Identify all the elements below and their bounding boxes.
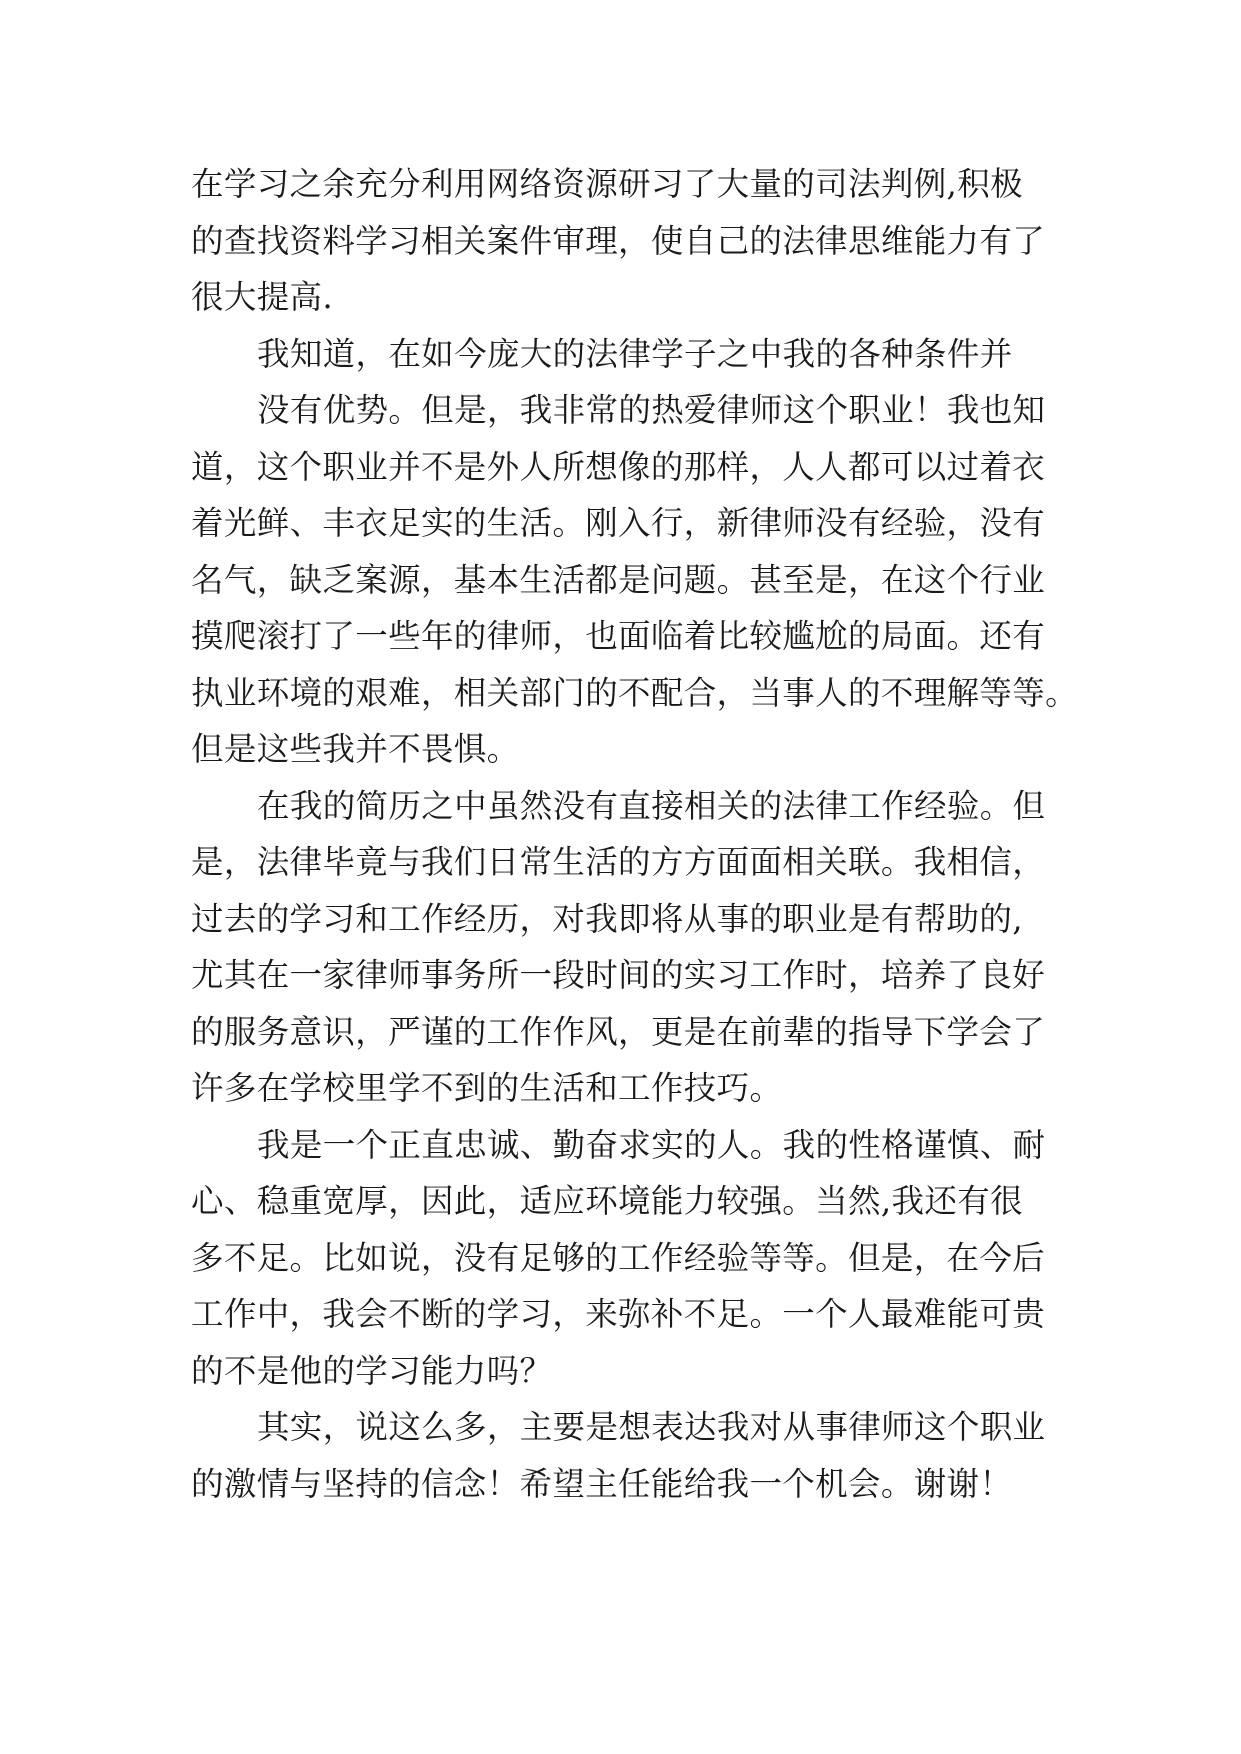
text-line: 的激情与坚持的信念！希望主任能给我一个机会。谢谢！ — [191, 1464, 1013, 1503]
text-line: 是，法律毕竟与我们日常生活的方方面面相关联。我相信， — [191, 843, 1046, 881]
text-line: 着光鲜、丰衣足实的生活。刚入行，新律师没有经验，没有 — [191, 504, 1046, 542]
text-line: 我是一个正直忠诚、勤奋求实的人。我的性格谨慎、耐 — [257, 1125, 1046, 1164]
text-line: 执业环境的艰难，相关部门的不配合，当事人的不理解等等。 — [191, 673, 1078, 712]
text-line: 心、稳重宽厚，因此，适应环境能力较强。当然,我还有很 — [191, 1182, 1023, 1220]
text-line: 没有优势。但是，我非常的热爱律师这个职业！我也知 — [257, 391, 1046, 429]
text-line: 多不足。比如说，没有足够的工作经验等等。但是，在今后 — [191, 1238, 1046, 1277]
text-line: 在学习之余充分利用网络资源研习了大量的司法判例,积极 — [191, 165, 1023, 203]
text-line: 工作中，我会不断的学习，来弥补不足。一个人最难能可贵 — [191, 1295, 1046, 1333]
text-line: 道，这个职业并不是外人所想像的那样，人人都可以过着衣 — [191, 447, 1046, 486]
text-line: 其实，说这么多，主要是想表达我对从事律师这个职业 — [257, 1408, 1046, 1446]
text-line: 但是这些我并不畏惧。 — [191, 730, 520, 768]
text-line: 的查找资料学习相关案件审理，使自己的法律思维能力有了 — [191, 221, 1046, 260]
body-text — [191, 156, 1078, 1512]
text-line: 名气，缺乏案源，基本生活都是问题。甚至是，在这个行业 — [191, 560, 1046, 599]
text-line: 的不是他的学习能力吗？ — [191, 1351, 553, 1390]
text-line: 很大提高. — [191, 278, 334, 316]
text-line: 在我的简历之中虽然没有直接相关的法律工作经验。但 — [257, 786, 1046, 825]
text-line: 过去的学习和工作经历，对我即将从事的职业是有帮助的, — [191, 899, 1023, 938]
text-line: 摸爬滚打了一些年的律师，也面临着比较尴尬的局面。还有 — [191, 617, 1046, 655]
text-line: 我知道，在如今庞大的法律学子之中我的各种条件并 — [257, 334, 1013, 373]
text-line: 许多在学校里学不到的生活和工作技巧。 — [191, 1069, 783, 1107]
text-line: 的服务意识，严谨的工作作风，更是在前辈的指导下学会了 — [191, 1012, 1046, 1051]
text-line: 尤其在一家律师事务所一段时间的实习工作时，培养了良好 — [191, 956, 1046, 994]
